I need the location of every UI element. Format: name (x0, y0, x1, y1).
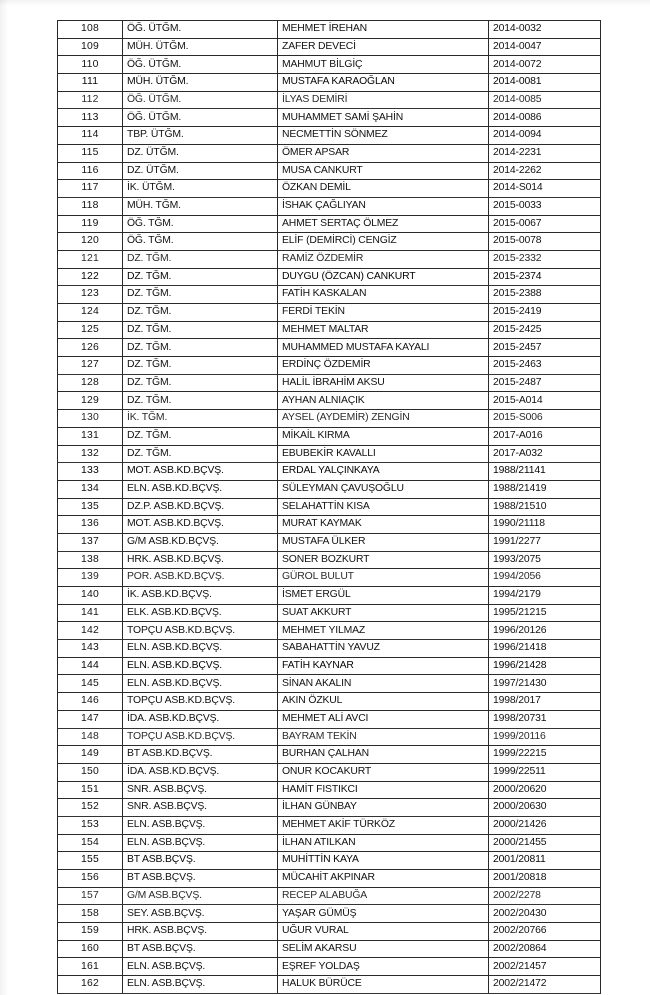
cell-registry-number: 2015-2425 (489, 321, 601, 339)
cell-rank: İDA. ASB.KD.BÇVŞ. (123, 763, 278, 781)
cell-registry-number: 2014-0081 (489, 74, 601, 92)
cell-full-name: EBUBEKİR KAVALLI (278, 445, 489, 463)
cell-rank: TOPÇU ASB.KD.BÇVŞ. (123, 693, 278, 711)
cell-registry-number: 1994/2056 (489, 569, 601, 587)
cell-row-number: 131 (58, 427, 123, 445)
cell-registry-number: 2014-0085 (489, 91, 601, 109)
cell-registry-number: 2015-S006 (489, 410, 601, 428)
cell-rank: SEY. ASB.BÇVŞ. (123, 905, 278, 923)
cell-registry-number: 1990/21118 (489, 516, 601, 534)
cell-row-number: 158 (58, 905, 123, 923)
cell-row-number: 161 (58, 958, 123, 976)
cell-row-number: 132 (58, 445, 123, 463)
cell-row-number: 111 (58, 74, 123, 92)
cell-registry-number: 2002/2278 (489, 887, 601, 905)
cell-registry-number: 2000/21455 (489, 834, 601, 852)
table-row (58, 940, 601, 958)
cell-full-name: BURHAN ÇALHAN (278, 746, 489, 764)
cell-rank: HRK. ASB.KD.BÇVŞ. (123, 551, 278, 569)
cell-full-name: DUYGU (ÖZCAN) CANKURT (278, 268, 489, 286)
cell-registry-number: 1997/21430 (489, 675, 601, 693)
cell-full-name: EŞREF YOLDAŞ (278, 958, 489, 976)
cell-row-number: 123 (58, 286, 123, 304)
table-row (58, 357, 601, 375)
cell-full-name: MEHMET MALTAR (278, 321, 489, 339)
cell-rank: İK. TĞM. (123, 410, 278, 428)
cell-rank: SNR. ASB.BÇVŞ. (123, 781, 278, 799)
cell-row-number: 108 (58, 21, 123, 39)
cell-row-number: 126 (58, 339, 123, 357)
cell-row-number: 122 (58, 268, 123, 286)
cell-full-name: RECEP ALABUĞA (278, 887, 489, 905)
cell-full-name: MEHMET İREHAN (278, 21, 489, 39)
cell-row-number: 145 (58, 675, 123, 693)
table-row (58, 816, 601, 834)
cell-row-number: 147 (58, 710, 123, 728)
cell-row-number: 119 (58, 215, 123, 233)
cell-rank: SNR. ASB.BÇVŞ. (123, 799, 278, 817)
cell-rank: MÜH. ÜTĞM. (123, 38, 278, 56)
cell-rank: MOT. ASB.KD.BÇVŞ. (123, 516, 278, 534)
cell-registry-number: 2014-0072 (489, 56, 601, 74)
table-row (58, 587, 601, 605)
table-row (58, 144, 601, 162)
cell-rank: ÖĞ. ÜTĞM. (123, 91, 278, 109)
cell-registry-number: 2014-0086 (489, 109, 601, 127)
cell-registry-number: 2000/21426 (489, 816, 601, 834)
cell-rank: BT ASB.BÇVŞ. (123, 870, 278, 888)
cell-row-number: 154 (58, 834, 123, 852)
table-row (58, 675, 601, 693)
cell-registry-number: 2002/21457 (489, 958, 601, 976)
table-row (58, 339, 601, 357)
cell-full-name: FATİH KAYNAR (278, 657, 489, 675)
table-row (58, 887, 601, 905)
cell-registry-number: 1994/2179 (489, 587, 601, 605)
table-row (58, 976, 601, 994)
cell-full-name: MUHİTTİN KAYA (278, 852, 489, 870)
table-row (58, 286, 601, 304)
cell-registry-number: 2015-0033 (489, 197, 601, 215)
cell-full-name: BAYRAM TEKİN (278, 728, 489, 746)
table-row (58, 640, 601, 658)
cell-full-name: MUHAMMED MUSTAFA KAYALI (278, 339, 489, 357)
cell-row-number: 152 (58, 799, 123, 817)
cell-row-number: 124 (58, 304, 123, 322)
cell-row-number: 140 (58, 587, 123, 605)
cell-full-name: ÖZKAN DEMİL (278, 180, 489, 198)
table-row (58, 162, 601, 180)
cell-full-name: GÜROL BULUT (278, 569, 489, 587)
cell-rank: MÜH. TĞM. (123, 197, 278, 215)
cell-registry-number: 2015-2388 (489, 286, 601, 304)
cell-rank: DZ. TĞM. (123, 321, 278, 339)
cell-row-number: 155 (58, 852, 123, 870)
cell-rank: ÖĞ. TĞM. (123, 215, 278, 233)
cell-full-name: HAMİT FISTIKCI (278, 781, 489, 799)
cell-rank: İK. ÜTĞM. (123, 180, 278, 198)
cell-row-number: 151 (58, 781, 123, 799)
cell-row-number: 153 (58, 816, 123, 834)
cell-rank: İDA. ASB.KD.BÇVŞ. (123, 710, 278, 728)
table-row (58, 427, 601, 445)
cell-registry-number: 2015-2487 (489, 374, 601, 392)
table-row (58, 622, 601, 640)
cell-row-number: 110 (58, 56, 123, 74)
table-row (58, 250, 601, 268)
cell-full-name: MUSTAFA ÜLKER (278, 533, 489, 551)
cell-rank: İK. ASB.KD.BÇVŞ. (123, 587, 278, 605)
cell-row-number: 127 (58, 357, 123, 375)
cell-registry-number: 1988/21510 (489, 498, 601, 516)
cell-rank: ELN. ASB.BÇVŞ. (123, 816, 278, 834)
cell-rank: MOT. ASB.KD.BÇVŞ. (123, 463, 278, 481)
table-row (58, 374, 601, 392)
cell-full-name: RAMİZ ÖZDEMİR (278, 250, 489, 268)
cell-full-name: AKIN ÖZKUL (278, 693, 489, 711)
cell-registry-number: 2015-2332 (489, 250, 601, 268)
cell-row-number: 112 (58, 91, 123, 109)
cell-full-name: SABAHATTİN YAVUZ (278, 640, 489, 658)
personnel-roster-body (58, 21, 601, 994)
scan-edge-artifact-left (0, 0, 8, 995)
cell-full-name: SÜLEYMAN ÇAVUŞOĞLU (278, 480, 489, 498)
cell-rank: DZ. TĞM. (123, 250, 278, 268)
cell-row-number: 118 (58, 197, 123, 215)
table-row (58, 268, 601, 286)
cell-row-number: 150 (58, 763, 123, 781)
cell-row-number: 125 (58, 321, 123, 339)
table-row (58, 923, 601, 941)
cell-registry-number: 2015-2463 (489, 357, 601, 375)
cell-registry-number: 2015-0067 (489, 215, 601, 233)
cell-rank: ÖĞ. TĞM. (123, 233, 278, 251)
cell-row-number: 135 (58, 498, 123, 516)
cell-registry-number: 2014-S014 (489, 180, 601, 198)
cell-row-number: 130 (58, 410, 123, 428)
cell-full-name: ERDAL YALÇINKAYA (278, 463, 489, 481)
cell-row-number: 160 (58, 940, 123, 958)
cell-registry-number: 1998/2017 (489, 693, 601, 711)
table-row (58, 197, 601, 215)
cell-rank: TOPÇU ASB.KD.BÇVŞ. (123, 622, 278, 640)
cell-registry-number: 2014-0094 (489, 127, 601, 145)
cell-row-number: 137 (58, 533, 123, 551)
cell-rank: ELN. ASB.BÇVŞ. (123, 976, 278, 994)
table-row (58, 746, 601, 764)
cell-registry-number: 2000/20620 (489, 781, 601, 799)
cell-registry-number: 2000/20630 (489, 799, 601, 817)
table-row (58, 870, 601, 888)
cell-row-number: 162 (58, 976, 123, 994)
cell-row-number: 157 (58, 887, 123, 905)
cell-full-name: ERDİNÇ ÖZDEMİR (278, 357, 489, 375)
cell-row-number: 144 (58, 657, 123, 675)
cell-row-number: 117 (58, 180, 123, 198)
cell-registry-number: 1988/21419 (489, 480, 601, 498)
cell-registry-number: 2002/20430 (489, 905, 601, 923)
personnel-roster-table (57, 20, 601, 994)
cell-row-number: 139 (58, 569, 123, 587)
cell-row-number: 156 (58, 870, 123, 888)
table-row (58, 604, 601, 622)
cell-rank: ÖĞ. ÜTĞM. (123, 56, 278, 74)
cell-rank: DZ. TĞM. (123, 445, 278, 463)
cell-full-name: SONER BOZKURT (278, 551, 489, 569)
cell-rank: ÖĞ. ÜTĞM. (123, 109, 278, 127)
cell-registry-number: 1996/20126 (489, 622, 601, 640)
table-row (58, 91, 601, 109)
table-row (58, 410, 601, 428)
cell-rank: G/M ASB.KD.BÇVŞ. (123, 533, 278, 551)
table-row (58, 233, 601, 251)
cell-full-name: SUAT AKKURT (278, 604, 489, 622)
cell-registry-number: 1991/2277 (489, 533, 601, 551)
cell-registry-number: 2014-2231 (489, 144, 601, 162)
scan-edge-artifact-top (0, 0, 650, 6)
cell-row-number: 138 (58, 551, 123, 569)
cell-registry-number: 1999/20116 (489, 728, 601, 746)
cell-row-number: 143 (58, 640, 123, 658)
table-row (58, 533, 601, 551)
cell-rank: G/M ASB.BÇVŞ. (123, 887, 278, 905)
cell-row-number: 114 (58, 127, 123, 145)
cell-full-name: İLHAN ATILKAN (278, 834, 489, 852)
cell-full-name: YAŞAR GÜMÜŞ (278, 905, 489, 923)
cell-row-number: 134 (58, 480, 123, 498)
cell-full-name: MUSTAFA KARAOĞLAN (278, 74, 489, 92)
cell-registry-number: 1999/22215 (489, 746, 601, 764)
cell-registry-number: 1988/21141 (489, 463, 601, 481)
table-row (58, 710, 601, 728)
table-row (58, 21, 601, 39)
cell-registry-number: 2015-0078 (489, 233, 601, 251)
cell-row-number: 109 (58, 38, 123, 56)
cell-rank: ELN. ASB.BÇVŞ. (123, 834, 278, 852)
cell-registry-number: 2001/20818 (489, 870, 601, 888)
cell-registry-number: 1996/21428 (489, 657, 601, 675)
cell-full-name: SİNAN AKALIN (278, 675, 489, 693)
table-row (58, 516, 601, 534)
cell-row-number: 141 (58, 604, 123, 622)
cell-rank: BT ASB.KD.BÇVŞ. (123, 746, 278, 764)
cell-full-name: HALİL İBRAHİM AKSU (278, 374, 489, 392)
cell-rank: DZ. TĞM. (123, 357, 278, 375)
cell-registry-number: 2001/20811 (489, 852, 601, 870)
cell-registry-number: 1998/20731 (489, 710, 601, 728)
table-row (58, 215, 601, 233)
table-row (58, 109, 601, 127)
cell-rank: DZ. TĞM. (123, 339, 278, 357)
cell-rank: DZ. TĞM. (123, 427, 278, 445)
cell-rank: HRK. ASB.BÇVŞ. (123, 923, 278, 941)
table-row (58, 781, 601, 799)
cell-full-name: ONUR KOCAKURT (278, 763, 489, 781)
cell-registry-number: 2014-0047 (489, 38, 601, 56)
cell-rank: BT ASB.BÇVŞ. (123, 940, 278, 958)
cell-registry-number: 2014-0032 (489, 21, 601, 39)
cell-rank: MÜH. ÜTĞM. (123, 74, 278, 92)
cell-row-number: 149 (58, 746, 123, 764)
cell-row-number: 115 (58, 144, 123, 162)
cell-registry-number: 1996/21418 (489, 640, 601, 658)
cell-registry-number: 2002/21472 (489, 976, 601, 994)
cell-row-number: 121 (58, 250, 123, 268)
cell-rank: DZ. TĞM. (123, 268, 278, 286)
cell-full-name: MUSA CANKURT (278, 162, 489, 180)
cell-full-name: UĞUR VURAL (278, 923, 489, 941)
cell-registry-number: 1993/2075 (489, 551, 601, 569)
cell-rank: DZ. TĞM. (123, 392, 278, 410)
cell-rank: ELN. ASB.KD.BÇVŞ. (123, 480, 278, 498)
table-row (58, 38, 601, 56)
cell-row-number: 113 (58, 109, 123, 127)
cell-full-name: İLYAS DEMİRİ (278, 91, 489, 109)
cell-row-number: 128 (58, 374, 123, 392)
table-row (58, 852, 601, 870)
cell-registry-number: 2002/20766 (489, 923, 601, 941)
cell-row-number: 142 (58, 622, 123, 640)
cell-registry-number: 1999/22511 (489, 763, 601, 781)
cell-full-name: MURAT KAYMAK (278, 516, 489, 534)
cell-rank: DZ. ÜTĞM. (123, 162, 278, 180)
cell-row-number: 148 (58, 728, 123, 746)
cell-rank: ELK. ASB.KD.BÇVŞ. (123, 604, 278, 622)
cell-row-number: 133 (58, 463, 123, 481)
table-row (58, 321, 601, 339)
cell-rank: BT ASB.BÇVŞ. (123, 852, 278, 870)
cell-full-name: ÖMER APSAR (278, 144, 489, 162)
table-row (58, 127, 601, 145)
cell-rank: DZ. TĞM. (123, 286, 278, 304)
table-row (58, 74, 601, 92)
table-row (58, 763, 601, 781)
table-row (58, 799, 601, 817)
cell-full-name: MÜCAHİT AKPINAR (278, 870, 489, 888)
cell-registry-number: 2015-A014 (489, 392, 601, 410)
table-row (58, 445, 601, 463)
cell-registry-number: 2002/20864 (489, 940, 601, 958)
cell-rank: POR. ASB.KD.BÇVŞ. (123, 569, 278, 587)
cell-registry-number: 1995/21215 (489, 604, 601, 622)
table-row (58, 551, 601, 569)
cell-full-name: MUHAMMET SAMİ ŞAHİN (278, 109, 489, 127)
table-row (58, 958, 601, 976)
table-row (58, 834, 601, 852)
cell-full-name: SELİM AKARSU (278, 940, 489, 958)
table-row (58, 180, 601, 198)
cell-rank: ELN. ASB.KD.BÇVŞ. (123, 657, 278, 675)
cell-full-name: HALUK BÜRÜCE (278, 976, 489, 994)
cell-row-number: 120 (58, 233, 123, 251)
cell-rank: DZ. TĞM. (123, 304, 278, 322)
table-row (58, 657, 601, 675)
cell-rank: ÖĞ. ÜTĞM. (123, 21, 278, 39)
cell-row-number: 146 (58, 693, 123, 711)
cell-full-name: MAHMUT BİLGİÇ (278, 56, 489, 74)
cell-full-name: AYHAN ALNIAÇIK (278, 392, 489, 410)
cell-full-name: MEHMET AKİF TÜRKÖZ (278, 816, 489, 834)
cell-row-number: 159 (58, 923, 123, 941)
table-row (58, 728, 601, 746)
cell-registry-number: 2017-A032 (489, 445, 601, 463)
cell-full-name: FATİH KASKALAN (278, 286, 489, 304)
cell-registry-number: 2015-2374 (489, 268, 601, 286)
cell-rank: TBP. ÜTĞM. (123, 127, 278, 145)
cell-rank: ELN. ASB.KD.BÇVŞ. (123, 675, 278, 693)
table-row (58, 56, 601, 74)
table-row (58, 569, 601, 587)
cell-rank: ELN. ASB.KD.BÇVŞ. (123, 640, 278, 658)
cell-rank: DZ.P. ASB.KD.BÇVŞ. (123, 498, 278, 516)
cell-row-number: 129 (58, 392, 123, 410)
cell-rank: DZ. TĞM. (123, 374, 278, 392)
cell-rank: TOPÇU ASB.KD.BÇVŞ. (123, 728, 278, 746)
cell-full-name: ZAFER DEVECİ (278, 38, 489, 56)
cell-row-number: 116 (58, 162, 123, 180)
cell-full-name: AHMET SERTAÇ ÖLMEZ (278, 215, 489, 233)
table-row (58, 498, 601, 516)
cell-full-name: ELİF (DEMİRCİ) CENGİZ (278, 233, 489, 251)
cell-full-name: MİKAİL KIRMA (278, 427, 489, 445)
table-row (58, 480, 601, 498)
cell-registry-number: 2017-A016 (489, 427, 601, 445)
table-row (58, 463, 601, 481)
cell-full-name: MEHMET ALİ AVCI (278, 710, 489, 728)
cell-registry-number: 2015-2457 (489, 339, 601, 357)
cell-full-name: İSMET ERGÜL (278, 587, 489, 605)
table-row (58, 304, 601, 322)
cell-full-name: AYSEL (AYDEMİR) ZENGİN (278, 410, 489, 428)
cell-registry-number: 2015-2419 (489, 304, 601, 322)
cell-rank: ELN. ASB.BÇVŞ. (123, 958, 278, 976)
cell-full-name: İSHAK ÇAĞLIYAN (278, 197, 489, 215)
cell-full-name: MEHMET YILMAZ (278, 622, 489, 640)
table-row (58, 392, 601, 410)
cell-full-name: SELAHATTİN KISA (278, 498, 489, 516)
cell-rank: DZ. ÜTĞM. (123, 144, 278, 162)
table-row (58, 693, 601, 711)
table-row (58, 905, 601, 923)
cell-row-number: 136 (58, 516, 123, 534)
cell-registry-number: 2014-2262 (489, 162, 601, 180)
cell-full-name: NECMETTİN SÖNMEZ (278, 127, 489, 145)
cell-full-name: FERDİ TEKİN (278, 304, 489, 322)
cell-full-name: İLHAN GÜNBAY (278, 799, 489, 817)
